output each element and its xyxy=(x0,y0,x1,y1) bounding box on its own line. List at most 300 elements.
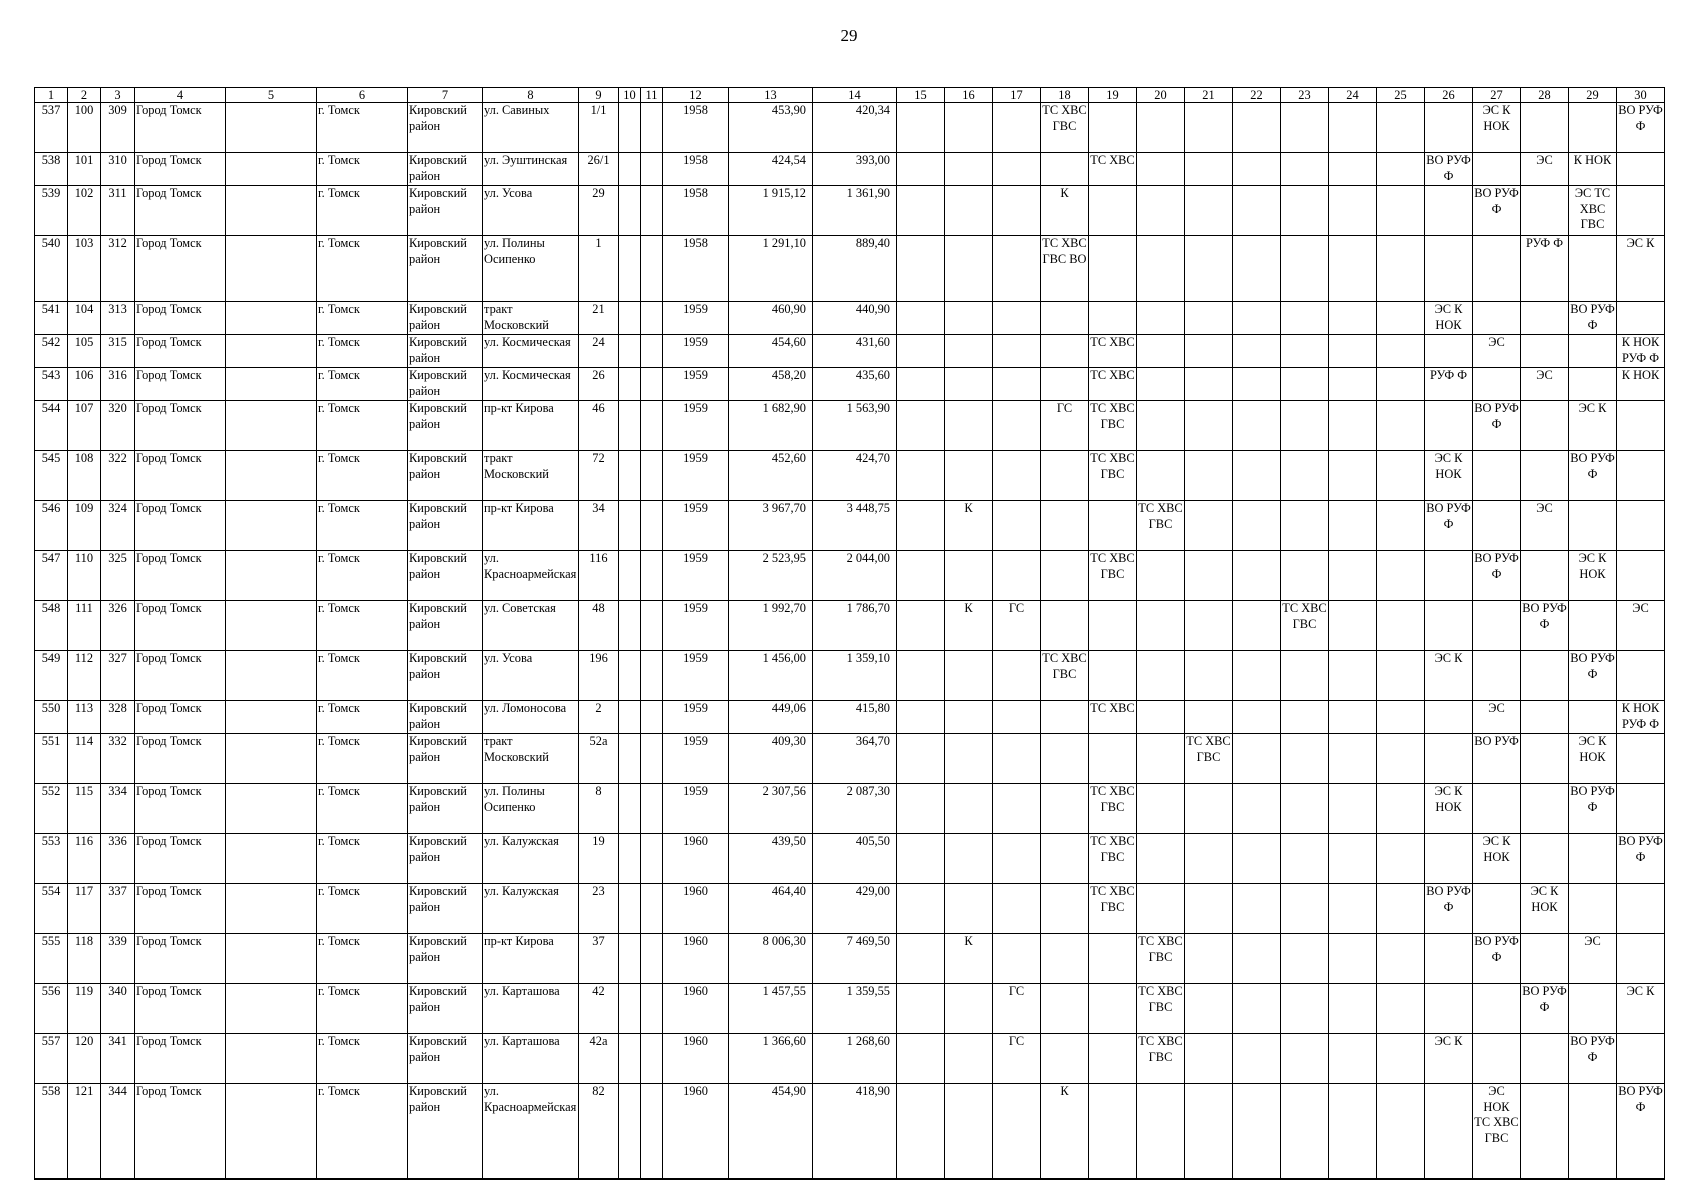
table-cell xyxy=(226,501,317,551)
table-cell xyxy=(226,302,317,335)
column-number-header: 3 xyxy=(101,88,135,103)
table-cell xyxy=(1137,335,1185,368)
table-cell xyxy=(1185,302,1233,335)
table-cell xyxy=(1521,103,1569,153)
table-cell: 1 563,90 xyxy=(813,401,897,451)
table-cell xyxy=(1137,153,1185,186)
table-cell xyxy=(1329,335,1377,368)
table-cell xyxy=(897,1084,945,1179)
table-cell: 1959 xyxy=(663,335,729,368)
table-cell: г. Томск xyxy=(317,103,408,153)
table-cell xyxy=(1137,734,1185,784)
table-cell xyxy=(945,984,993,1034)
table-cell xyxy=(1233,186,1281,236)
table-cell xyxy=(1233,784,1281,834)
table-cell: г. Томск xyxy=(317,186,408,236)
table-cell: г. Томск xyxy=(317,551,408,601)
table-cell xyxy=(1089,103,1137,153)
table-cell: ул. Советская xyxy=(483,601,579,651)
table-cell: 1959 xyxy=(663,368,729,401)
table-cell xyxy=(641,153,663,186)
table-cell xyxy=(1233,984,1281,1034)
table-cell: 545 xyxy=(35,451,68,501)
table-cell: Кировский район xyxy=(408,153,483,186)
table-cell xyxy=(1233,1084,1281,1179)
table-cell: 334 xyxy=(101,784,135,834)
table-cell xyxy=(1329,103,1377,153)
table-cell xyxy=(1329,186,1377,236)
table-cell: 541 xyxy=(35,302,68,335)
table-cell: Кировский район xyxy=(408,884,483,934)
table-cell: ЭС К НОК xyxy=(1569,734,1617,784)
table-cell: 19 xyxy=(579,834,619,884)
table-cell xyxy=(1233,934,1281,984)
table-cell: 1959 xyxy=(663,701,729,734)
table-cell: ул. Калужская xyxy=(483,834,579,884)
table-cell: 1959 xyxy=(663,401,729,451)
table-cell xyxy=(1185,401,1233,451)
table-cell xyxy=(1377,451,1425,501)
table-cell: ТС ХВС ГВС xyxy=(1137,1034,1185,1084)
table-cell xyxy=(1473,451,1521,501)
table-cell xyxy=(1377,1034,1425,1084)
table-cell: 26/1 xyxy=(579,153,619,186)
table-cell xyxy=(1137,701,1185,734)
table-cell xyxy=(993,103,1041,153)
table-cell: 364,70 xyxy=(813,734,897,784)
table-cell: г. Томск xyxy=(317,335,408,368)
table-cell xyxy=(1041,451,1089,501)
table-cell xyxy=(1377,335,1425,368)
table-cell xyxy=(1185,601,1233,651)
table-cell xyxy=(1473,651,1521,701)
table-cell: Город Томск xyxy=(135,1034,226,1084)
table-cell: 460,90 xyxy=(729,302,813,335)
table-cell: ТС ХВС ГВС xyxy=(1137,501,1185,551)
table-row xyxy=(35,335,1665,368)
table-row xyxy=(35,103,1665,153)
table-cell: ТС ХВС xyxy=(1089,153,1137,186)
table-cell: ВО РУФ Ф xyxy=(1617,103,1665,153)
table-cell xyxy=(1137,401,1185,451)
table-cell: 105 xyxy=(68,335,101,368)
table-cell: 453,90 xyxy=(729,103,813,153)
table-cell xyxy=(1617,1034,1665,1084)
column-number-header: 5 xyxy=(226,88,317,103)
table-cell: Город Томск xyxy=(135,401,226,451)
table-cell: г. Томск xyxy=(317,501,408,551)
column-number-header: 10 xyxy=(619,88,641,103)
table-cell xyxy=(619,401,641,451)
table-cell: 1 359,10 xyxy=(813,651,897,701)
table-cell xyxy=(1041,784,1089,834)
table-cell xyxy=(1617,884,1665,934)
table-cell xyxy=(1473,884,1521,934)
table-cell: г. Томск xyxy=(317,153,408,186)
table-cell: 103 xyxy=(68,236,101,302)
table-cell: Город Томск xyxy=(135,103,226,153)
table-cell xyxy=(226,368,317,401)
table-cell xyxy=(641,1084,663,1179)
column-number-header: 17 xyxy=(993,88,1041,103)
table-cell: 418,90 xyxy=(813,1084,897,1179)
table-cell xyxy=(1185,368,1233,401)
table-row xyxy=(35,884,1665,934)
table-cell xyxy=(641,335,663,368)
table-row xyxy=(35,302,1665,335)
table-cell: 2 xyxy=(579,701,619,734)
table-cell: г. Томск xyxy=(317,1084,408,1179)
table-cell xyxy=(1569,1084,1617,1179)
table-cell xyxy=(945,834,993,884)
table-cell xyxy=(1137,601,1185,651)
table-cell: ул. Усова xyxy=(483,651,579,701)
table-cell xyxy=(641,186,663,236)
table-cell xyxy=(1569,884,1617,934)
table-row xyxy=(35,451,1665,501)
table-cell xyxy=(1041,551,1089,601)
table-cell xyxy=(993,451,1041,501)
table-cell xyxy=(619,153,641,186)
table-cell xyxy=(226,734,317,784)
table-cell: ВО РУФ Ф xyxy=(1569,451,1617,501)
table-cell xyxy=(1185,834,1233,884)
table-row xyxy=(35,551,1665,601)
table-cell xyxy=(641,1034,663,1084)
table-cell xyxy=(1377,401,1425,451)
table-cell xyxy=(945,551,993,601)
table-cell: ТС ХВС ГВС xyxy=(1089,451,1137,501)
table-cell xyxy=(1281,934,1329,984)
table-cell xyxy=(1281,153,1329,186)
column-number-header: 28 xyxy=(1521,88,1569,103)
column-number-header: 15 xyxy=(897,88,945,103)
table-cell xyxy=(1233,302,1281,335)
table-cell xyxy=(226,186,317,236)
table-cell: 547 xyxy=(35,551,68,601)
table-cell xyxy=(1329,153,1377,186)
table-cell xyxy=(1521,335,1569,368)
table-cell: 339 xyxy=(101,934,135,984)
table-cell: ЭС К xyxy=(1425,651,1473,701)
table-cell xyxy=(993,551,1041,601)
table-cell xyxy=(945,236,993,302)
table-cell xyxy=(619,302,641,335)
table-cell: 101 xyxy=(68,153,101,186)
table-cell xyxy=(993,153,1041,186)
table-cell xyxy=(1281,884,1329,934)
table-cell: К НОК xyxy=(1617,368,1665,401)
table-cell: 409,30 xyxy=(729,734,813,784)
table-cell xyxy=(1521,1084,1569,1179)
table-cell: ул. Ломоносова xyxy=(483,701,579,734)
table-cell xyxy=(1329,884,1377,934)
table-cell: 452,60 xyxy=(729,451,813,501)
table-cell: 2 523,95 xyxy=(729,551,813,601)
table-cell xyxy=(1617,734,1665,784)
table-cell xyxy=(1137,368,1185,401)
table-cell xyxy=(1281,1034,1329,1084)
table-cell xyxy=(619,934,641,984)
page-number: 29 xyxy=(840,26,858,45)
table-cell: Город Томск xyxy=(135,834,226,884)
column-number-header: 8 xyxy=(483,88,579,103)
table-cell xyxy=(226,834,317,884)
table-cell: 52а xyxy=(579,734,619,784)
table-cell: 548 xyxy=(35,601,68,651)
table-cell xyxy=(993,501,1041,551)
table-cell: ТС ХВС ГВС xyxy=(1041,103,1089,153)
table-cell xyxy=(897,834,945,884)
table-cell: Кировский район xyxy=(408,734,483,784)
column-number-header: 4 xyxy=(135,88,226,103)
table-cell xyxy=(1377,153,1425,186)
table-cell xyxy=(641,501,663,551)
table-cell: Кировский район xyxy=(408,834,483,884)
table-cell xyxy=(226,1034,317,1084)
table-cell xyxy=(897,451,945,501)
table-cell: ВО РУФ Ф xyxy=(1521,984,1569,1034)
table-cell xyxy=(1233,601,1281,651)
table-cell: 26 xyxy=(579,368,619,401)
table-cell: 424,54 xyxy=(729,153,813,186)
table-cell xyxy=(897,734,945,784)
table-cell: 116 xyxy=(579,551,619,601)
table-cell xyxy=(1089,734,1137,784)
table-cell xyxy=(1329,784,1377,834)
table-cell: г. Томск xyxy=(317,934,408,984)
table-cell xyxy=(619,784,641,834)
table-cell xyxy=(641,734,663,784)
table-cell xyxy=(1041,601,1089,651)
table-cell: ул. Космическая xyxy=(483,335,579,368)
table-cell xyxy=(1377,734,1425,784)
table-cell: ГС xyxy=(993,601,1041,651)
table-cell xyxy=(1329,1034,1377,1084)
table-cell: 1 992,70 xyxy=(729,601,813,651)
table-cell xyxy=(619,103,641,153)
table-cell: Кировский район xyxy=(408,1084,483,1179)
table-cell: Город Томск xyxy=(135,984,226,1034)
table-cell xyxy=(1377,302,1425,335)
table-cell: 118 xyxy=(68,934,101,984)
table-cell xyxy=(1185,335,1233,368)
table-cell: ЭС xyxy=(1521,368,1569,401)
table-cell xyxy=(1089,1034,1137,1084)
table-cell: тракт Московский xyxy=(483,734,579,784)
table-cell: ВО РУФ Ф xyxy=(1473,186,1521,236)
table-cell xyxy=(1281,236,1329,302)
table-row xyxy=(35,834,1665,884)
table-cell xyxy=(1329,651,1377,701)
table-cell: 312 xyxy=(101,236,135,302)
table-cell: Кировский район xyxy=(408,368,483,401)
table-cell xyxy=(993,884,1041,934)
table-cell xyxy=(641,236,663,302)
table-cell xyxy=(1281,335,1329,368)
column-number-header: 14 xyxy=(813,88,897,103)
table-cell xyxy=(1425,701,1473,734)
table-cell: 310 xyxy=(101,153,135,186)
table-cell: ЭС К xyxy=(1425,1034,1473,1084)
table-cell xyxy=(1425,401,1473,451)
table-cell: ЭС xyxy=(1473,701,1521,734)
table-row xyxy=(35,784,1665,834)
table-cell: Кировский район xyxy=(408,186,483,236)
table-cell xyxy=(1185,934,1233,984)
table-cell: 554 xyxy=(35,884,68,934)
table-cell xyxy=(897,103,945,153)
table-cell: г. Томск xyxy=(317,701,408,734)
table-cell xyxy=(1377,501,1425,551)
table-cell: 557 xyxy=(35,1034,68,1084)
table-cell: ЭС К xyxy=(1617,236,1665,302)
table-cell xyxy=(945,451,993,501)
table-cell xyxy=(993,236,1041,302)
table-cell xyxy=(1377,601,1425,651)
table-cell xyxy=(1569,501,1617,551)
table-cell: Кировский район xyxy=(408,551,483,601)
table-cell xyxy=(1233,103,1281,153)
table-cell: 327 xyxy=(101,651,135,701)
table-cell xyxy=(619,501,641,551)
table-cell xyxy=(1041,884,1089,934)
table-cell: 316 xyxy=(101,368,135,401)
table-cell xyxy=(897,236,945,302)
table-cell: ЭС ТС ХВС ГВС xyxy=(1569,186,1617,236)
table-cell xyxy=(1521,834,1569,884)
table-cell: ТС ХВС ГВС xyxy=(1137,984,1185,1034)
table-cell xyxy=(897,651,945,701)
table-cell xyxy=(1617,302,1665,335)
table-cell: 114 xyxy=(68,734,101,784)
table-cell: ул. Савиных xyxy=(483,103,579,153)
table-cell xyxy=(1089,302,1137,335)
table-cell: Город Томск xyxy=(135,302,226,335)
table-cell xyxy=(1569,601,1617,651)
table-cell xyxy=(1473,501,1521,551)
table-cell xyxy=(226,335,317,368)
table-cell: 537 xyxy=(35,103,68,153)
table-cell xyxy=(1089,186,1137,236)
table-cell: 1959 xyxy=(663,784,729,834)
table-row xyxy=(35,984,1665,1034)
table-cell: 538 xyxy=(35,153,68,186)
table-cell xyxy=(1521,302,1569,335)
table-cell xyxy=(1569,701,1617,734)
table-cell: ЭС xyxy=(1569,934,1617,984)
table-cell xyxy=(619,701,641,734)
table-cell: г. Томск xyxy=(317,984,408,1034)
table-cell: 556 xyxy=(35,984,68,1034)
table-cell xyxy=(1281,501,1329,551)
table-cell xyxy=(1137,103,1185,153)
table-cell xyxy=(1425,734,1473,784)
table-cell: ТС ХВС ГВС xyxy=(1089,784,1137,834)
table-cell: 405,50 xyxy=(813,834,897,884)
table-cell: 2 087,30 xyxy=(813,784,897,834)
table-cell: ЭС НОК ТС ХВС ГВС xyxy=(1473,1084,1521,1179)
table-cell: К xyxy=(1041,1084,1089,1179)
table-cell xyxy=(1233,401,1281,451)
table-cell xyxy=(1281,734,1329,784)
table-cell: ВО РУФ Ф xyxy=(1473,934,1521,984)
table-cell xyxy=(1521,734,1569,784)
table-cell xyxy=(945,186,993,236)
table-cell xyxy=(1425,984,1473,1034)
table-cell: Город Томск xyxy=(135,451,226,501)
table-cell xyxy=(1041,701,1089,734)
table-cell: ВО РУФ Ф xyxy=(1569,784,1617,834)
table-cell xyxy=(993,701,1041,734)
table-cell: 326 xyxy=(101,601,135,651)
table-cell xyxy=(1425,551,1473,601)
table-cell: 1958 xyxy=(663,103,729,153)
table-cell xyxy=(226,153,317,186)
table-cell: 324 xyxy=(101,501,135,551)
table-cell: 555 xyxy=(35,934,68,984)
table-cell: Кировский район xyxy=(408,601,483,651)
table-row xyxy=(35,651,1665,701)
table-row xyxy=(35,701,1665,734)
table-cell xyxy=(1377,651,1425,701)
column-number-header: 11 xyxy=(641,88,663,103)
table-cell: ЭС xyxy=(1617,601,1665,651)
table-cell xyxy=(897,701,945,734)
table-row xyxy=(35,734,1665,784)
table-cell: 1958 xyxy=(663,186,729,236)
table-cell xyxy=(226,236,317,302)
table-cell: Город Томск xyxy=(135,651,226,701)
table-cell: 106 xyxy=(68,368,101,401)
table-cell: 8 006,30 xyxy=(729,934,813,984)
table-cell xyxy=(1569,335,1617,368)
table-cell: Город Томск xyxy=(135,335,226,368)
table-cell: ул. Полины Осипенко xyxy=(483,236,579,302)
table-cell xyxy=(619,236,641,302)
table-cell xyxy=(1089,1084,1137,1179)
table-cell xyxy=(1473,984,1521,1034)
table-cell xyxy=(1041,734,1089,784)
table-cell xyxy=(1329,834,1377,884)
table-cell xyxy=(945,701,993,734)
table-cell xyxy=(1281,551,1329,601)
table-cell: Кировский район xyxy=(408,501,483,551)
table-cell: К xyxy=(945,934,993,984)
table-cell: 82 xyxy=(579,1084,619,1179)
table-cell: 24 xyxy=(579,335,619,368)
table-cell: ТС ХВС ГВС xyxy=(1281,601,1329,651)
table-cell: ул. Полины Осипенко xyxy=(483,784,579,834)
table-cell: ВО РУФ Ф xyxy=(1425,153,1473,186)
table-cell: 120 xyxy=(68,1034,101,1084)
table-cell xyxy=(226,401,317,451)
table-cell: 1959 xyxy=(663,501,729,551)
table-cell: 117 xyxy=(68,884,101,934)
table-cell: 42а xyxy=(579,1034,619,1084)
table-cell xyxy=(226,984,317,1034)
table-cell xyxy=(619,884,641,934)
table-cell xyxy=(619,1084,641,1179)
table-cell: 309 xyxy=(101,103,135,153)
table-cell xyxy=(619,601,641,651)
table-cell xyxy=(1233,153,1281,186)
table-cell: 1 915,12 xyxy=(729,186,813,236)
table-cell xyxy=(1617,651,1665,701)
table-cell xyxy=(1281,451,1329,501)
table-cell: Кировский район xyxy=(408,984,483,1034)
table-cell xyxy=(1617,501,1665,551)
